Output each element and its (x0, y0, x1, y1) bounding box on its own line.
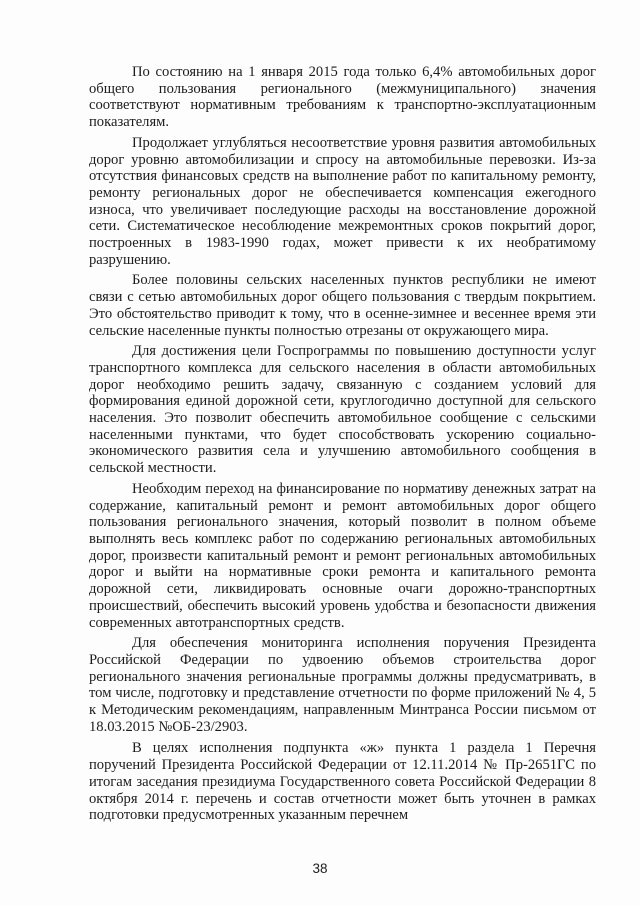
paragraph-program-goal: Для достижения цели Госпрограммы по повышению доступности услуг транспортного комплекса для сельского населения в области автомобильных дорог необходимо решить задачу, связанную с созданием условий для формирования единой дорожной сети, круглогодично доступной для сельского населения. Это позволит обеспечить автомобильное сообщение с сельскими населенными пунктами, что будет способствовать ускорению социально-экономического развития села и улучшению автомобильного сообщения в сельской местности. (89, 343, 596, 477)
paragraph-financing-standard: Необходим переход на финансирование по нормативу денежных затрат на содержание, капитальный ремонт и ремонт автомобильных дорог общего пользования регионального значения, который позволит в полном объеме выполнять весь комплекс работ по содержанию региональных автомобильных дорог, произвести капитальный ремонт и ремонт региональных автомобильных дорог и выйти на нормативные сроки ремонта и капитального ремонта дорожной сети, ликвидировать основные очаги дорожно-транспортных происшествий, обеспечить высокий уровень удобства и безопасности движения современных автотранспортных средств. (89, 480, 596, 631)
paragraph-motorization-gap: Продолжает углубляться несоответствие уровня развития автомобильных дорог уровню автомобилизации и спросу на автомобильные перевозки. Из-за отсутствия финансовых средств на выполнение работ по капитальному ремонту, ремонту региональных дорог не обеспечивается компенсация ежегодного износа, что увеличивает последующие расходы на восстановление дорожной сети. Систематическое несоблюдение межремонтных сроков покрытий дорог, построенных в 1983-1990 годах, может привести к их необратимому разрушению. (89, 134, 596, 268)
paragraph-presidential-orders: В целях исполнения подпункта «ж» пункта 1 раздела 1 Перечня поручений Президента Российской Федерации от 12.11.2014 № Пр-2651ГС по итогам заседания президиума Государственного совета Российской Федерации 8 октября 2014 г. перечень и состав отчетности может быть уточнен в рамках подготовки предусмотренных указанным перечнем (89, 740, 596, 824)
paragraph-rural-connectivity: Более половины сельских населенных пунктов республики не имеют связи с сетью автомобильных дорог общего пользования с твердым покрытием. Это обстоятельство приводит к тому, что в осенне-зимнее и весеннее время эти сельские населенные пункты полностью отрезаны от окружающего мира. (89, 272, 596, 339)
page-number: 38 (312, 861, 328, 876)
paragraph-monitoring: Для обеспечения мониторинга исполнения поручения Президента Российской Федерации по удвоению объемов строительства дорог регионального значения региональные программы должны предусматривать, в том числе, подготовку и представление отчетности по форме приложений № 4, 5 к Методическим рекомендациям, направленным Минтранса России письмом от 18.03.2015 №ОБ-23/2903. (89, 635, 596, 735)
body-text (89, 64, 596, 828)
paragraph-road-condition: По состоянию на 1 января 2015 года только 6,4% автомобильных дорог общего пользования регионального (межмуниципального) значения соответствуют нормативным требованиям к транспортно-эксплуатационным показателям. (89, 64, 596, 131)
